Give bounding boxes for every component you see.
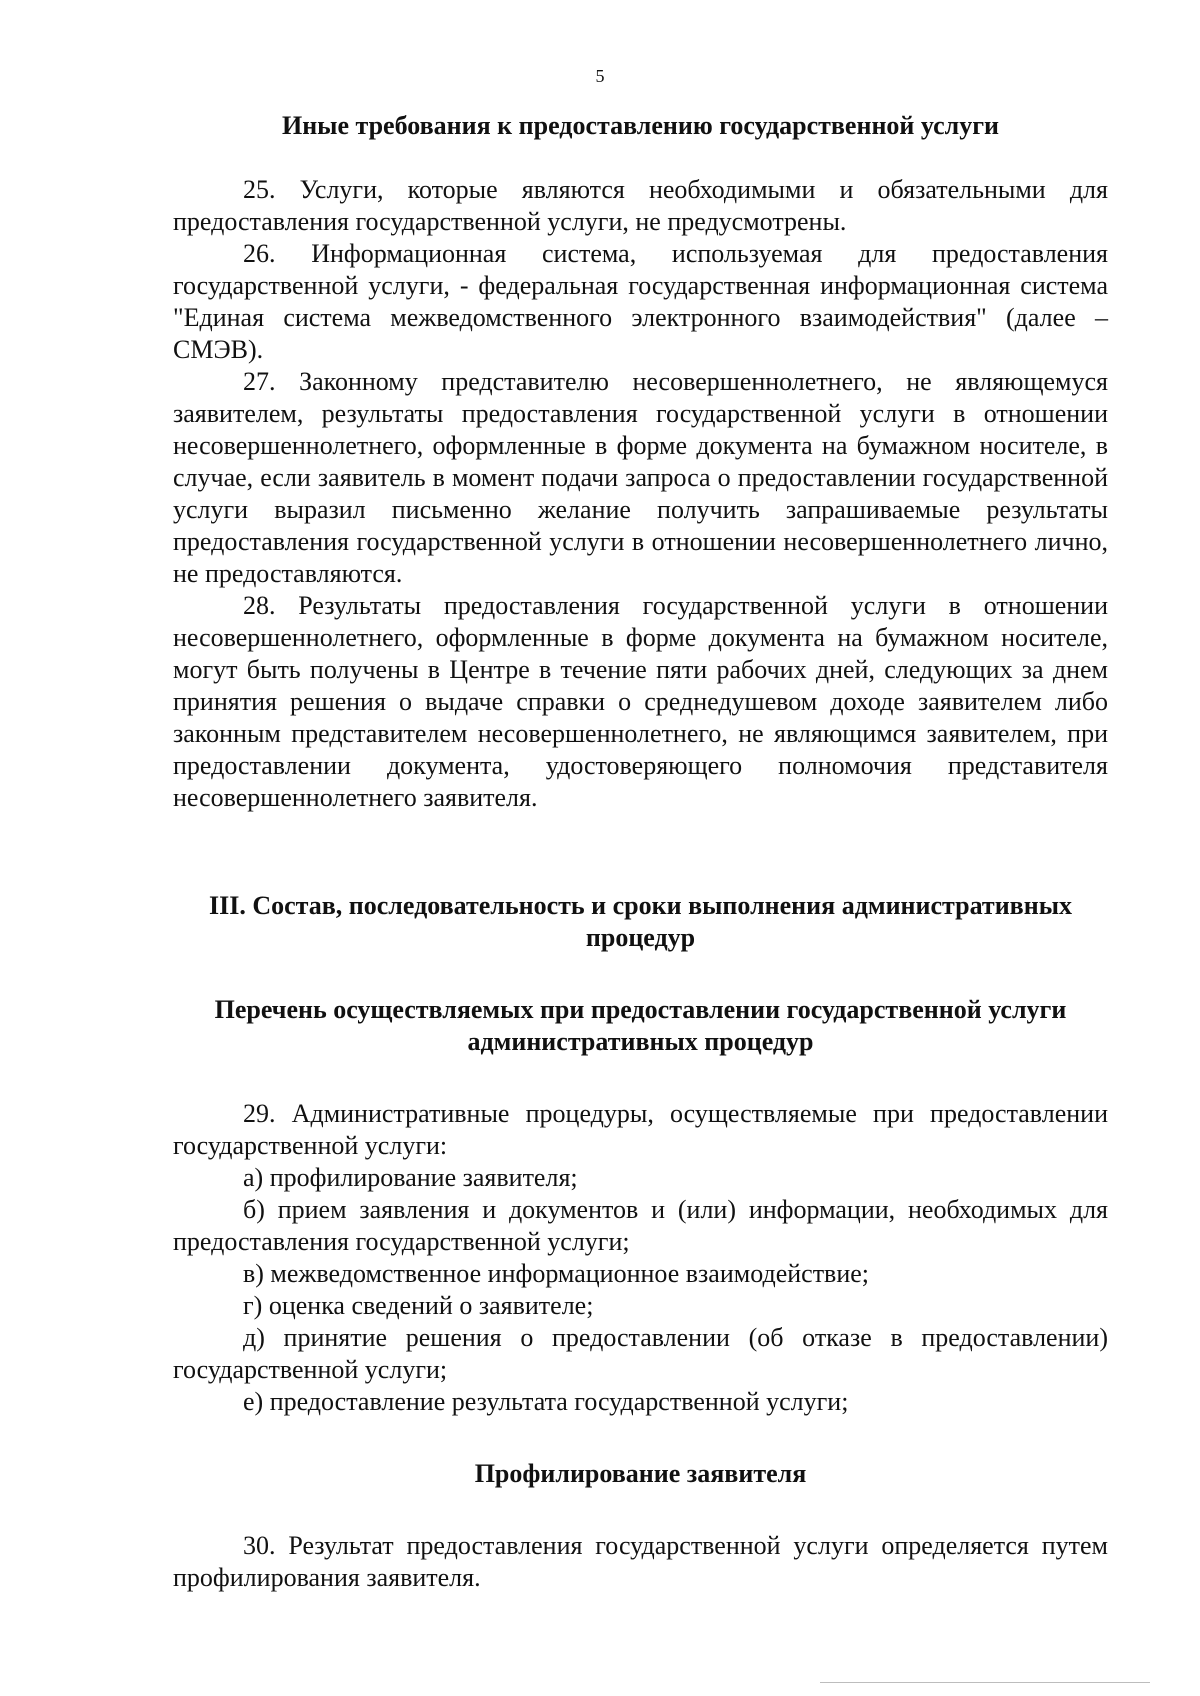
- paragraph-25: 25. Услуги, которые являются необходимыми и обязательными для предоставления государственной услуги, не предусмотрены.: [173, 175, 1108, 236]
- paragraph-30: 30. Результат предоставления государственной услуги определяется путем профилирования заявителя.: [173, 1531, 1108, 1592]
- paragraph-28: 28. Результаты предоставления государственной услуги в отношении несовершеннолетнего, оформленные в форме документа на бумажном носителе, могут быть получены в Центре в течение пяти рабочих дней, следующих за днем принятия решения о выдаче справки о среднедушевом доходе заявителем либо законным представителем несовершеннолетнего, не являющимся заявителем, при предоставлении документа, удостоверяющего полномочия представителя несовершеннолетнего заявителя.: [173, 591, 1108, 812]
- spacer: [173, 1058, 1108, 1098]
- document-body: [173, 110, 1108, 1594]
- paragraph-27: 27. Законному представителю несовершеннолетнего, не являющемуся заявителем, результаты предоставления государственной услуги в отношении несовершеннолетнего, оформленные в форме документа на бумажном носителе, в случае, если заявитель в момент подачи запроса о предоставлении государственной услуги выразил письменно желание получить запрашиваемые результаты предоставления государственной услуги в отношении несовершеннолетнего лично, не предоставляются.: [173, 367, 1108, 588]
- spacer: [173, 1490, 1108, 1530]
- spacer: [173, 142, 1108, 174]
- list-item-a: а) профилирование заявителя;: [243, 1163, 578, 1192]
- page-number: 5: [595, 66, 605, 86]
- list-item-b: б) прием заявления и документов и (или) информации, необходимых для предоставления государственной услуги;: [173, 1195, 1108, 1256]
- scan-artifact-line: [820, 1682, 1150, 1683]
- section-heading-profiling: Профилирование заявителя: [474, 1459, 807, 1488]
- section-heading-other-requirements: Иные требования к предоставлению государственной услуги: [281, 111, 1000, 140]
- section-heading-procedures-list: Перечень осуществляемых при предоставлении государственной услуги административных процедур: [214, 995, 1067, 1056]
- list-item-d: д) принятие решения о предоставлении (об отказе в предоставлении) государственной услуги;: [173, 1323, 1108, 1384]
- paragraph-26: 26. Информационная система, используемая для предоставления государственной услуги, - федеральная государственная информационная система "Единая система межведомственного электронного взаимодействия" (далее – СМЭВ).: [173, 239, 1108, 364]
- list-item-e: е) предоставление результата государственной услуги;: [243, 1387, 849, 1416]
- list-item-g: г) оценка сведений о заявителе;: [243, 1291, 594, 1320]
- list-item-v: в) межведомственное информационное взаимодействие;: [243, 1259, 870, 1288]
- spacer: [173, 1418, 1108, 1458]
- spacer: [173, 814, 1108, 890]
- paragraph-29: 29. Административные процедуры, осуществляемые при предоставлении государственной услуги:: [173, 1099, 1108, 1160]
- spacer: [173, 954, 1108, 994]
- section-heading-iii: III. Состав, последовательность и сроки выполнения административных процедур: [208, 891, 1072, 952]
